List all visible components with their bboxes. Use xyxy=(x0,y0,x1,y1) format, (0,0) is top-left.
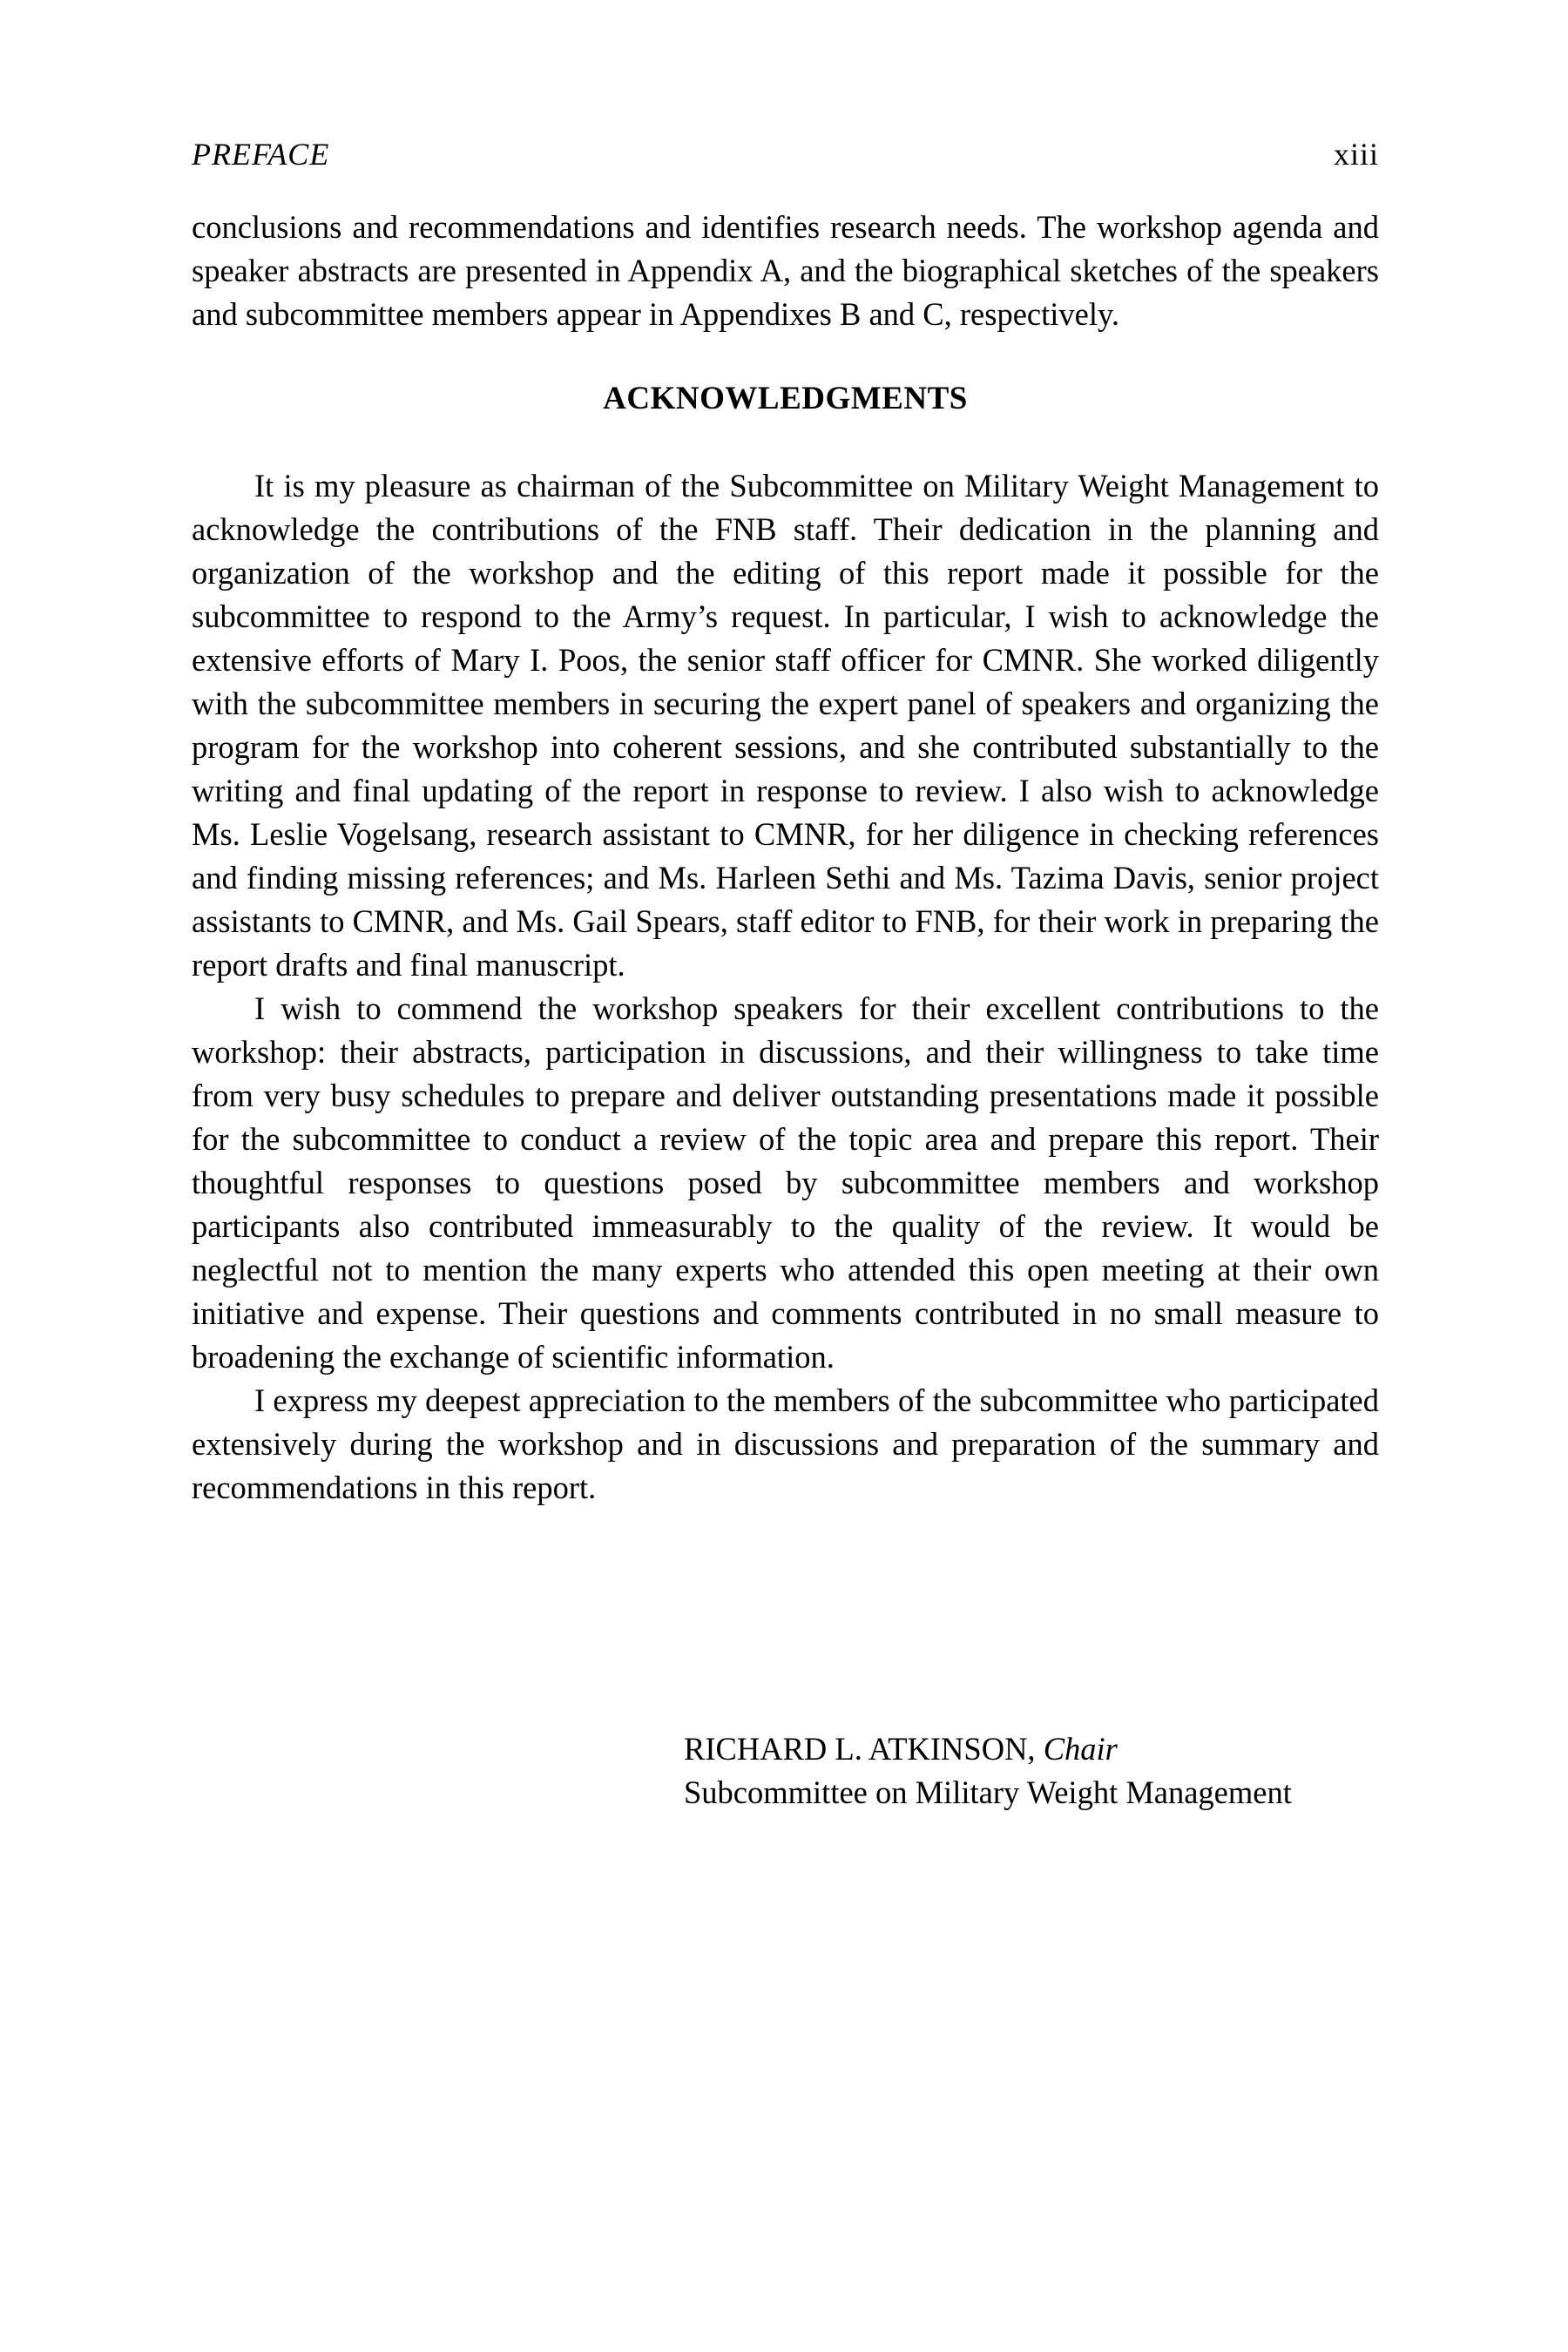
signature-block xyxy=(684,1727,1381,1815)
running-head xyxy=(192,132,1379,176)
signatory-organization: Subcommittee on Military Weight Management xyxy=(684,1774,1292,1810)
section-title: PREFACE xyxy=(192,137,330,172)
signatory-title: Chair xyxy=(1043,1731,1118,1767)
intro-paragraph: conclusions and recommendations and identifies research needs. The workshop agenda and speaker abstracts are presented in Appendix A, and the biographical sketches of the speakers and subcommittee members appear in Appendixes B and C, respectively. xyxy=(192,209,1379,332)
signatory-line xyxy=(684,1727,1381,1771)
body-text xyxy=(192,206,1379,1510)
acknowledgments-paragraph-2: I wish to commend the workshop speakers for their excellent contributions to the workshop: their abstracts, participation in discussions, and their willingness to take time from very busy schedules to prepare and deliver outstanding presentations made it possible for the subcommittee to conduct a review of the topic area and prepare this report. Their thoughtful responses to questions posed by subcommittee members and workshop participants also contributed immeasurably to the quality of the review. It would be neglectful not to mention the many experts who attended this open meeting at their own initiative and expense. Their questions and comments contributed in no small measure to broadening the exchange of scientific information. xyxy=(192,990,1379,1375)
page-number: xiii xyxy=(1333,137,1379,172)
acknowledgments-heading: ACKNOWLEDGMENTS xyxy=(603,381,968,416)
signatory-name: RICHARD L. ATKINSON, xyxy=(684,1731,1044,1767)
acknowledgments-paragraph-3: I express my deepest appreciation to the members of the subcommittee who participated extensively during the workshop and in discussions and preparation of the summary and recommendations in this report. xyxy=(192,1382,1379,1505)
acknowledgments-paragraph-1: It is my pleasure as chairman of the Subcommittee on Military Weight Management to acknowledge the contributions of the FNB staff. Their dedication in the planning and organization of the workshop and the editing of this report made it possible for the subcommittee to respond to the Army’s request. In particular, I wish to acknowledge the extensive efforts of Mary I. Poos, the senior staff officer for CMNR. She worked diligently with the subcommittee members in securing the expert panel of speakers and organizing the program for the workshop into coherent sessions, and she contributed substantially to the writing and final updating of the report in response to review. I also wish to acknowledge Ms. Leslie Vogelsang, research assistant to CMNR, for her diligence in checking references and finding missing references; and Ms. Harleen Sethi and Ms. Tazima Davis, senior project assistants to CMNR, and Ms. Gail Spears, staff editor to FNB, for their work in preparing the report drafts and final manuscript. xyxy=(192,468,1379,983)
